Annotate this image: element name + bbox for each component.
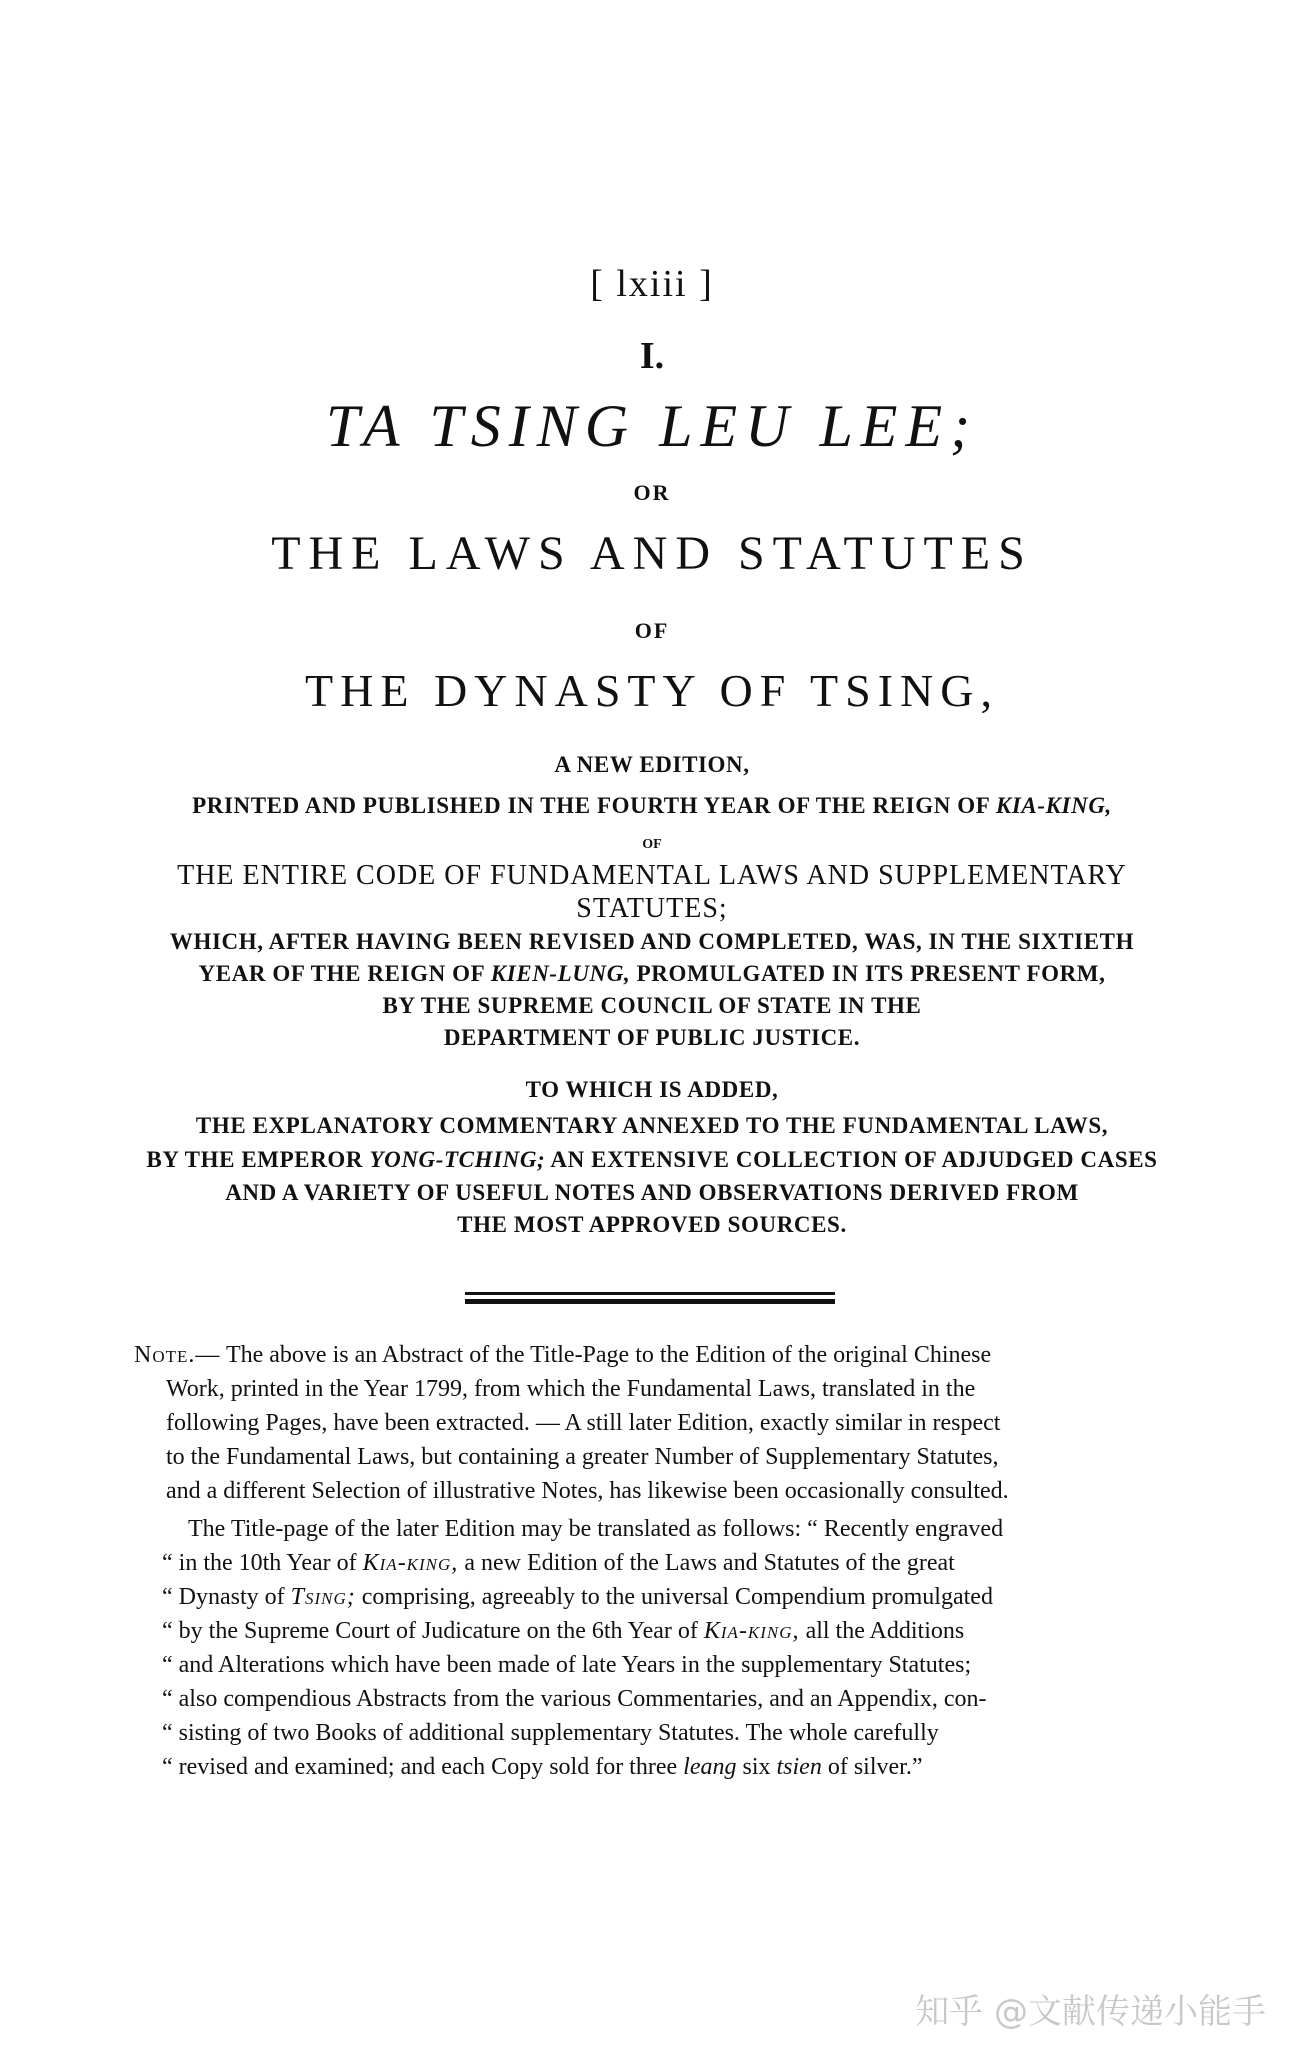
- revised-line-2-post: PROMULGATED IN ITS PRESENT FORM,: [630, 961, 1106, 986]
- title-of: OF: [634, 618, 670, 643]
- note-kia-king-2: Kia-king,: [703, 1618, 800, 1644]
- dynasty-title: THE DYNASTY OF TSING,: [305, 665, 999, 716]
- main-title: TA TSING LEU LEE;: [325, 393, 979, 459]
- note-line-8: [162, 1580, 1192, 1614]
- commentary-line-4: THE MOST APPROVED SOURCES.: [457, 1212, 847, 1237]
- note-line-9-pre: “ by the Supreme Court of Judicature on the 6th Year of: [162, 1618, 704, 1644]
- note-line-10: “ and Alterations which have been made of late Years in the supplementary Statutes;: [162, 1652, 972, 1678]
- note-line-1: [134, 1338, 1164, 1372]
- note-line-12: “ sisting of two Books of additional supplementary Statutes. The whole carefully: [162, 1720, 939, 1746]
- new-edition-line: A NEW EDITION,: [554, 752, 750, 777]
- note-line-8-pre: “ Dynasty of: [162, 1584, 291, 1610]
- title-or: OR: [633, 480, 671, 505]
- note-line-13-mid: six: [736, 1754, 777, 1780]
- note-line-9: [162, 1614, 1192, 1648]
- note-line-3: following Pages, have been extracted. — A still later Edition, exactly similar in respect: [166, 1410, 1001, 1436]
- note-line-2: Work, printed in the Year 1799, from which the Fundamental Laws, translated in the: [166, 1376, 976, 1402]
- note-line-5: and a different Selection of illustrative Notes, has likewise been occasionally consulted.: [166, 1478, 1009, 1504]
- page-number: [ lxiii ]: [590, 263, 714, 305]
- rule-thin: [465, 1292, 835, 1295]
- note-kia-king-1: Kia-king,: [362, 1550, 459, 1576]
- added-line: TO WHICH IS ADDED,: [525, 1077, 779, 1102]
- note-leang: leang: [683, 1754, 737, 1780]
- note-line-6: The Title-page of the later Edition may be translated as follows: “ Recently engraved: [188, 1516, 1004, 1542]
- note-tsing: Tsing;: [290, 1584, 356, 1610]
- kia-king-name: KIA-KING,: [995, 793, 1112, 818]
- revised-line-2: [0, 961, 1304, 987]
- zhihu-watermark: 知乎 @文献传递小能手: [915, 1992, 1266, 2032]
- statutes-line: STATUTES;: [576, 893, 728, 924]
- note-label: Note.—: [134, 1342, 221, 1368]
- revised-line-4: DEPARTMENT OF PUBLIC JUSTICE.: [443, 1025, 861, 1050]
- double-rule-divider: [465, 1292, 835, 1306]
- laws-title: THE LAWS AND STATUTES: [271, 527, 1033, 580]
- printed-line: [0, 793, 1304, 819]
- revised-line-1: WHICH, AFTER HAVING BEEN REVISED AND COMPLETED, WAS, IN THE SIXTIETH: [169, 929, 1135, 954]
- revised-line-2-pre: YEAR OF THE REIGN OF: [198, 961, 491, 986]
- commentary-line-2-pre: BY THE EMPEROR: [146, 1147, 370, 1172]
- note-line-4: to the Fundamental Laws, but containing a greater Number of Supplementary Statutes,: [166, 1444, 999, 1470]
- printed-text: PRINTED AND PUBLISHED IN THE FOURTH YEAR OF THE REIGN OF: [192, 793, 996, 818]
- commentary-line-2: [0, 1147, 1304, 1173]
- commentary-line-1: THE EXPLANATORY COMMENTARY ANNEXED TO THE FUNDAMENTAL LAWS,: [195, 1113, 1109, 1138]
- commentary-line-2-post: AN EXTENSIVE COLLECTION OF ADJUDGED CASES: [545, 1147, 1158, 1172]
- section-numeral: I.: [639, 335, 665, 377]
- note-tsien: tsien: [776, 1754, 822, 1780]
- note-line-9-post: all the Additions: [799, 1618, 965, 1644]
- yong-tching-name: YONG-TCHING;: [369, 1147, 546, 1172]
- note-line-13-pre: “ revised and examined; and each Copy sold for three: [162, 1754, 684, 1780]
- commentary-line-3: AND A VARIETY OF USEFUL NOTES AND OBSERVATIONS DERIVED FROM: [225, 1180, 1079, 1205]
- rule-thick: [465, 1299, 835, 1304]
- note-line-11: “ also compendious Abstracts from the various Commentaries, and an Appendix, con-: [162, 1686, 987, 1712]
- note-line-7: [162, 1546, 1192, 1580]
- entire-code-line: THE ENTIRE CODE OF FUNDAMENTAL LAWS AND SUPPLEMENTARY: [177, 860, 1127, 891]
- subtitle-of: OF: [642, 837, 662, 852]
- note-line-13-post: of silver.”: [821, 1754, 923, 1780]
- note-line-13: [162, 1750, 1192, 1784]
- note-line-1-text: The above is an Abstract of the Title-Page to the Edition of the original Chinese: [220, 1342, 992, 1368]
- revised-line-3: BY THE SUPREME COUNCIL OF STATE IN THE: [382, 993, 922, 1018]
- note-line-7-post: a new Edition of the Laws and Statutes of the great: [458, 1550, 955, 1576]
- kien-lung-name: KIEN-LUNG,: [490, 961, 631, 986]
- note-line-7-pre: “ in the 10th Year of: [162, 1550, 363, 1576]
- note-line-8-post: comprising, agreeably to the universal Compendium promulgated: [355, 1584, 993, 1610]
